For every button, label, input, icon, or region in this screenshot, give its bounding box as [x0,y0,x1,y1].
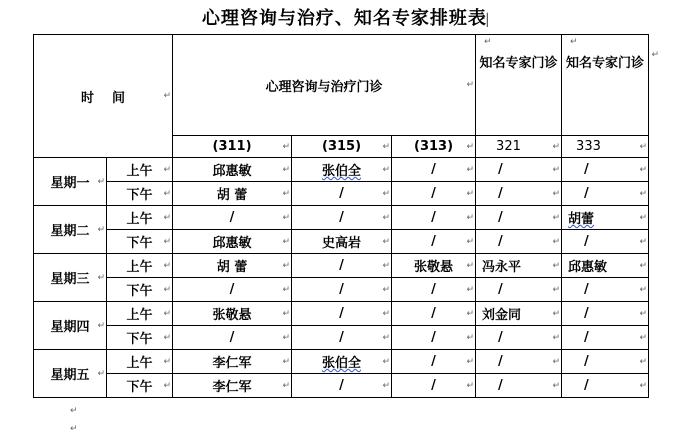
paragraph-mark-icon: ↵ [552,164,561,175]
room-label: (311) [212,139,252,154]
expert-clinic-label-2: 知名专家门诊 [566,56,645,71]
schedule-row [34,254,649,278]
schedule-cell [392,326,476,350]
page-title [0,4,699,30]
schedule-cell [173,206,292,230]
slot-label: 上午 [126,356,153,371]
slot-label: 上午 [126,308,153,323]
paragraph-mark-icon: ↵ [466,356,475,367]
schedule-cell [562,158,649,182]
schedule-cell [562,278,649,302]
room-cell [476,136,562,158]
schedule-cell [562,230,649,254]
slot-cell [107,302,173,326]
schedule-cell-value: / [431,306,436,321]
paragraph-mark-icon: ↵ [639,356,648,367]
schedule-cell-value: 李仁军 [212,356,252,371]
schedule-cell [292,182,392,206]
schedule-cell [392,302,476,326]
room-cell [562,136,649,158]
schedule-cell-value: / [584,162,589,177]
slot-cell [107,230,173,254]
schedule-cell-value: / [431,186,436,201]
schedule-cell [392,158,476,182]
schedule-cell-value: 张敬悬 [414,260,454,275]
paragraph-mark-icon: ↵ [97,320,105,331]
paragraph-mark-icon: ↵ [552,260,561,271]
day-cell [34,350,107,398]
schedule-cell [562,182,649,206]
slot-cell [107,182,173,206]
schedule-cell [292,302,392,326]
paragraph-mark-icon: ↵ [382,188,391,199]
paragraph-mark-icon: ↵ [466,284,475,295]
paragraph-mark-icon: ↵ [282,188,291,199]
schedule-cell-value: 胡蕾 [568,212,595,227]
schedule-cell-value: / [339,258,344,273]
paragraph-mark-icon: ↵ [651,50,659,60]
paragraph-mark-icon: ↵ [97,176,105,187]
schedule-cell [392,350,476,374]
paragraph-mark-icon: ↵ [639,236,648,247]
schedule-cell-value: / [339,210,344,225]
paragraph-mark-icon: ↵ [382,236,391,247]
day-label: 星期五 [50,368,90,383]
time-header-label: 时 间 [80,90,126,106]
schedule-cell-value: / [339,330,344,345]
room-cell [173,136,292,158]
schedule-cell [173,326,292,350]
schedule-cell [562,374,649,398]
paragraph-mark-icon: ↵ [552,284,561,295]
paragraph-mark-icon: ↵ [639,260,648,271]
paragraph-mark-icon: ↵ [552,141,561,152]
schedule-cell-value: 张伯全 [322,356,362,371]
schedule-cell [476,158,562,182]
schedule-cell-value: / [498,354,503,369]
schedule-cell-value: / [339,378,344,393]
schedule-cell-value: 胡 蕾 [216,188,248,203]
paragraph-mark-icon: ↵ [466,188,475,199]
schedule-cell-value: / [584,354,589,369]
schedule-cell-value: 胡 蕾 [216,260,248,275]
room-label: 321 [496,139,521,154]
paragraph-mark-icon: ↵ [466,380,475,391]
paragraph-mark-icon: ↵ [282,284,291,295]
time-header-cell [34,35,173,158]
schedule-cell-value: 张敬悬 [212,308,252,323]
paragraph-mark-icon: ↵ [382,212,391,223]
day-label: 星期一 [50,176,90,191]
schedule-cell [476,254,562,278]
schedule-cell-value: 邱惠敏 [212,164,252,179]
schedule-cell [392,374,476,398]
schedule-cell-value: / [229,330,235,345]
paragraph-mark-icon: ↵ [282,260,291,271]
schedule-cell-value: 冯永平 [482,260,522,275]
schedule-cell [292,374,392,398]
schedule-row [34,230,649,254]
schedule-cell-value: / [498,234,503,249]
paragraph-mark-icon: ↵ [382,260,391,271]
paragraph-mark-icon: ↵ [97,224,105,235]
paragraph-mark-icon: ↵ [163,308,172,319]
paragraph-mark-icon: ↵ [163,91,172,101]
paragraph-mark-icon: ↵ [552,332,561,343]
schedule-cell [476,326,562,350]
paragraph-mark-icon: ↵ [382,308,391,319]
schedule-cell-value: 刘金同 [482,308,522,323]
schedule-cell-value: / [584,282,589,297]
schedule-cell [392,230,476,254]
schedule-cell [173,182,292,206]
schedule-cell-value: / [584,306,589,321]
room-label: (315) [322,139,362,154]
schedule-cell [392,182,476,206]
slot-label: 下午 [126,188,153,203]
paragraph-mark-icon: ↵ [639,308,648,319]
schedule-cell [476,230,562,254]
paragraph-mark-icon: ↵ [282,356,291,367]
schedule-cell-value: / [431,210,436,225]
slot-cell [107,278,173,302]
paragraph-mark-icon: ↵ [639,164,648,175]
header-row [34,35,649,136]
schedule-cell [392,254,476,278]
slot-cell [107,350,173,374]
room-cell [392,136,476,158]
schedule-cell-value: / [431,162,436,177]
slot-cell [107,374,173,398]
expert-clinic-label-1: 知名专家门诊 [479,56,558,71]
schedule-cell-value: / [431,282,436,297]
schedule-cell [392,278,476,302]
schedule-cell [173,230,292,254]
schedule-row [34,350,649,374]
day-label: 星期二 [50,224,90,239]
schedule-cell-value: 李仁军 [212,380,252,395]
schedule-cell-value: 邱惠敏 [568,260,608,275]
paragraph-mark-icon: ↵ [70,406,78,416]
schedule-cell [562,350,649,374]
paragraph-mark-icon: ↵ [466,260,475,271]
room-cell [292,136,392,158]
schedule-cell-value: / [498,282,503,297]
schedule-row [34,158,649,182]
paragraph-mark-icon: ↵ [466,141,475,152]
schedule-cell [562,254,649,278]
schedule-row [34,206,649,230]
paragraph-mark-icon: ↵ [466,236,475,247]
paragraph-mark-icon: ↵ [163,332,172,343]
schedule-cell [292,230,392,254]
slot-label: 下午 [126,332,153,347]
schedule-cell [476,206,562,230]
slot-label: 下午 [126,236,153,251]
schedule-cell [476,350,562,374]
paragraph-mark-icon: ↵ [466,80,475,90]
paragraph-mark-icon: ↵ [639,188,648,199]
paragraph-mark-icon: ↵ [570,37,578,47]
schedule-cell-value: / [229,282,235,297]
paragraph-mark-icon: ↵ [466,164,475,175]
slot-label: 上午 [126,164,153,179]
paragraph-mark-icon: ↵ [552,188,561,199]
paragraph-mark-icon: ↵ [466,332,475,343]
paragraph-mark-icon: ↵ [639,141,648,152]
paragraph-mark-icon: ↵ [163,356,172,367]
schedule-cell-value: / [229,210,235,225]
paragraph-mark-icon: ↵ [282,164,291,175]
paragraph-mark-icon: ↵ [163,164,172,175]
paragraph-mark-icon: ↵ [466,308,475,319]
schedule-cell [173,374,292,398]
schedule-cell [292,278,392,302]
paragraph-mark-icon: ↵ [163,212,172,223]
day-label: 星期三 [50,272,90,287]
schedule-cell [476,302,562,326]
schedule-cell [173,302,292,326]
schedule-cell [562,302,649,326]
schedule-cell [292,206,392,230]
schedule-table [33,34,649,398]
schedule-cell [392,206,476,230]
slot-label: 下午 [126,284,153,299]
paragraph-mark-icon: ↵ [552,212,561,223]
schedule-cell-value: / [584,234,589,249]
paragraph-mark-icon: ↵ [382,380,391,391]
schedule-cell [292,158,392,182]
schedule-cell [476,374,562,398]
paragraph-mark-icon: ↵ [70,424,78,434]
expert-clinic-header-2 [562,35,649,136]
paragraph-mark-icon: ↵ [382,284,391,295]
slot-cell [107,158,173,182]
day-label: 星期四 [50,320,90,335]
paragraph-mark-icon: ↵ [282,380,291,391]
schedule-cell-value: / [498,162,503,177]
paragraph-mark-icon: ↵ [382,141,391,152]
schedule-cell [292,326,392,350]
slot-cell [107,326,173,350]
day-cell [34,206,107,254]
paragraph-mark-icon: ↵ [282,141,291,152]
paragraph-mark-icon: ↵ [163,260,172,271]
day-cell [34,302,107,350]
paragraph-mark-icon: ↵ [382,332,391,343]
schedule-cell [292,254,392,278]
slot-label: 下午 [126,380,153,395]
schedule-cell-value: 邱惠敏 [212,236,252,251]
schedule-row [34,182,649,206]
paragraph-mark-icon: ↵ [552,236,561,247]
schedule-row [34,302,649,326]
expert-clinic-header-1 [476,35,562,136]
schedule-row [34,326,649,350]
schedule-cell-value: / [431,354,436,369]
schedule-cell-value: 张伯全 [322,164,362,179]
day-cell [34,158,107,206]
slot-label: 上午 [126,212,153,227]
schedule-cell-value: / [498,330,503,345]
paragraph-mark-icon: ↵ [552,380,561,391]
psych-clinic-label: 心理咨询与治疗门诊 [265,79,383,95]
schedule-cell-value: 史高岩 [322,236,362,251]
schedule-cell-value: / [498,210,503,225]
schedule-cell-value: / [431,234,436,249]
paragraph-mark-icon: ↵ [97,272,105,283]
room-label: 333 [576,139,601,154]
schedule-row [34,374,649,398]
schedule-cell [173,350,292,374]
paragraph-mark-icon: ↵ [382,356,391,367]
schedule-cell [173,278,292,302]
paragraph-mark-icon: ↵ [466,212,475,223]
paragraph-mark-icon: ↵ [552,356,561,367]
title-text: 心理咨询与治疗、知名专家排班表 [201,8,487,29]
schedule-cell-value: / [498,186,503,201]
paragraph-mark-icon: ↵ [639,212,648,223]
schedule-cell [292,350,392,374]
paragraph-mark-icon: ↵ [163,188,172,199]
paragraph-mark-icon: ↵ [552,308,561,319]
paragraph-mark-icon: ↵ [282,236,291,247]
schedule-cell [562,206,649,230]
edit-cursor-mark: ▏ [486,13,498,27]
paragraph-mark-icon: ↵ [163,284,172,295]
psych-clinic-header [173,35,476,136]
schedule-cell-value: / [431,330,436,345]
paragraph-mark-icon: ↵ [282,212,291,223]
room-label: (313) [414,139,454,154]
paragraph-mark-icon: ↵ [639,380,648,391]
paragraph-mark-icon: ↵ [639,332,648,343]
schedule-cell-value: / [498,378,503,393]
schedule-cell [173,158,292,182]
paragraph-mark-icon: ↵ [282,308,291,319]
paragraph-mark-icon: ↵ [163,236,172,247]
slot-cell [107,254,173,278]
slot-label: 上午 [126,260,153,275]
schedule-cell-value: / [431,378,436,393]
schedule-cell [476,278,562,302]
paragraph-mark-icon: ↵ [97,368,105,379]
schedule-cell [476,182,562,206]
schedule-cell-value: / [339,306,344,321]
schedule-cell-value: / [584,330,589,345]
schedule-cell-value: / [339,282,344,297]
schedule-cell-value: / [339,186,344,201]
paragraph-mark-icon: ↵ [639,284,648,295]
schedule-cell [562,326,649,350]
paragraph-mark-icon: ↵ [282,332,291,343]
slot-cell [107,206,173,230]
day-cell [34,254,107,302]
schedule-cell [173,254,292,278]
paragraph-mark-icon: ↵ [382,164,391,175]
schedule-cell-value: / [584,186,589,201]
schedule-row [34,278,649,302]
paragraph-mark-icon: ↵ [484,37,492,47]
paragraph-mark-icon: ↵ [163,380,172,391]
schedule-cell-value: / [584,378,589,393]
